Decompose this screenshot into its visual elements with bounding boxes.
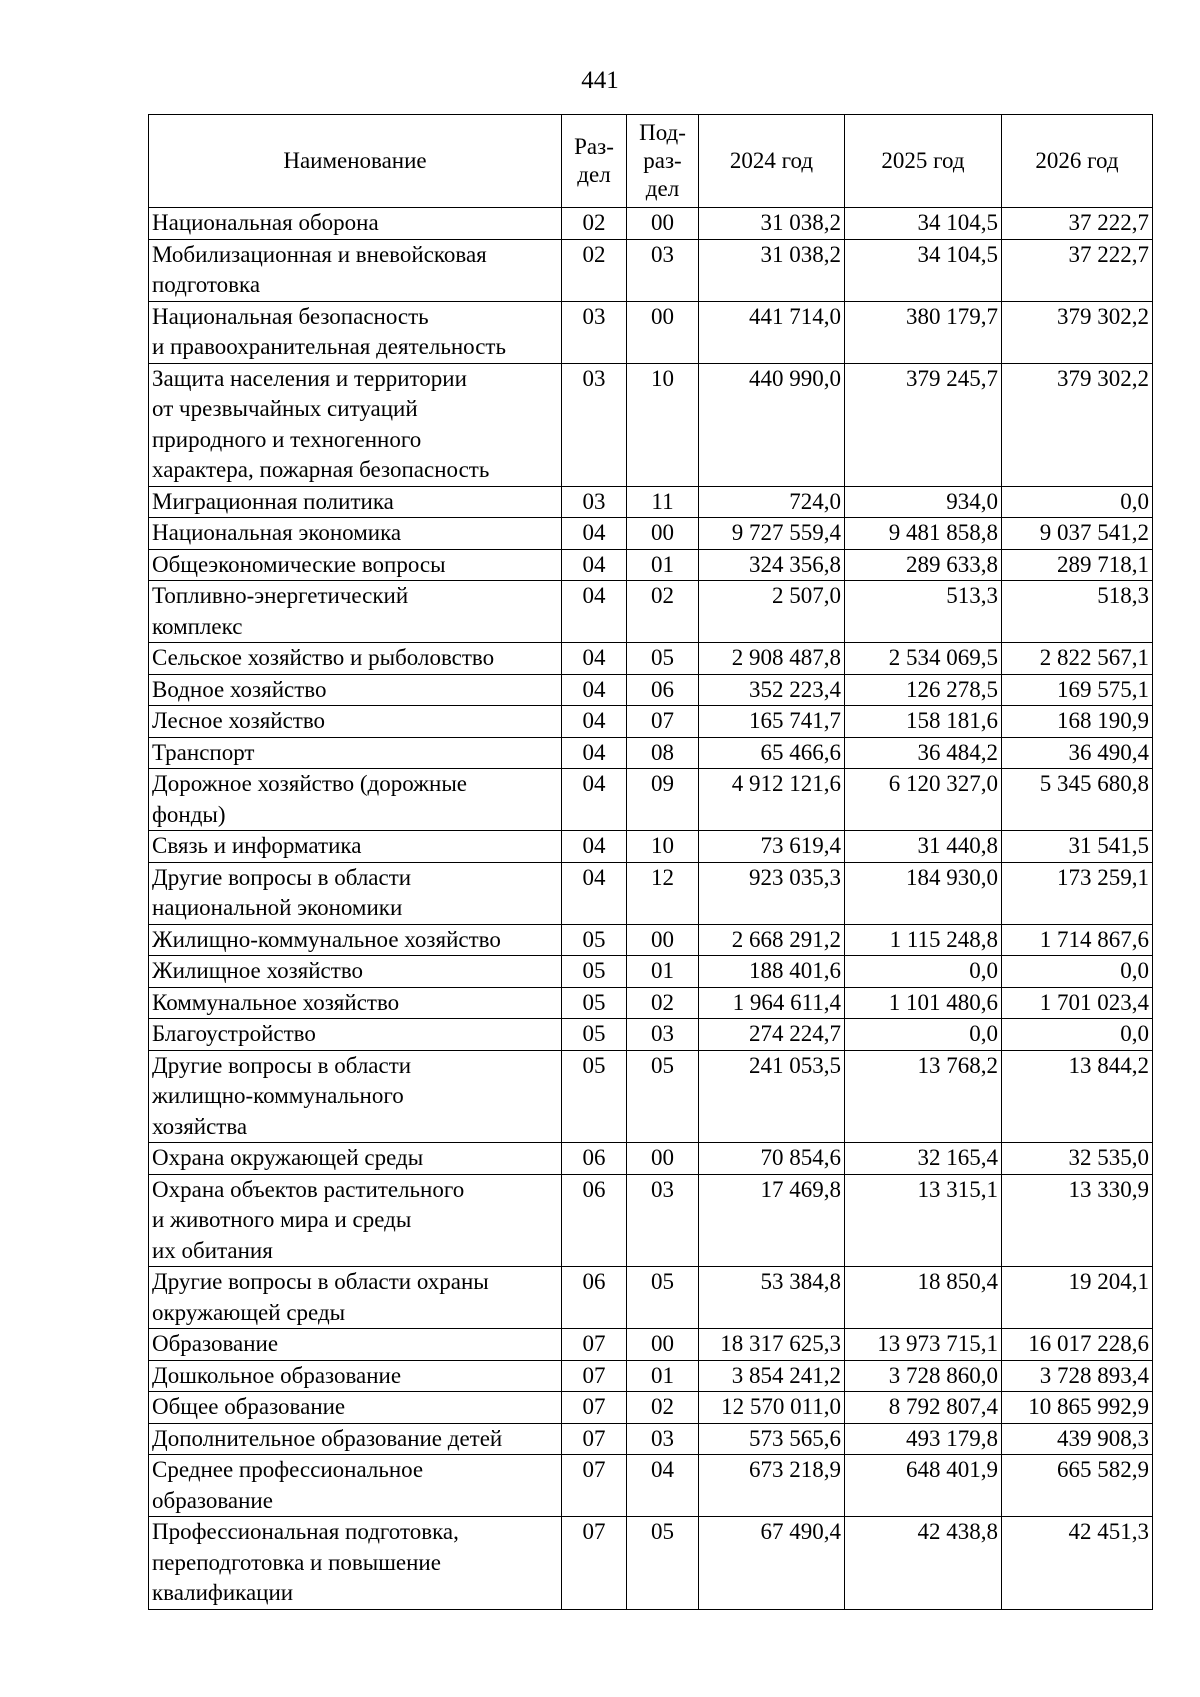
row-section: 07 xyxy=(562,1517,627,1610)
row-name-line: квалификации xyxy=(152,1580,294,1605)
row-value-2026: 37 222,7 xyxy=(1002,208,1153,240)
row-value-2024: 18 317 625,3 xyxy=(699,1329,845,1361)
row-name xyxy=(149,1050,562,1143)
row-section: 04 xyxy=(562,706,627,738)
table-row xyxy=(149,1267,1153,1329)
row-value-2025: 289 633,8 xyxy=(845,549,1002,581)
row-value-2024: 4 912 121,6 xyxy=(699,769,845,831)
table-row xyxy=(149,1174,1153,1267)
table-row xyxy=(149,1329,1153,1361)
header-subsection-line: раз- xyxy=(643,148,682,173)
row-value-2025: 36 484,2 xyxy=(845,737,1002,769)
row-name xyxy=(149,1019,562,1051)
row-name xyxy=(149,1267,562,1329)
row-name-line: Дорожное хозяйство (дорожные xyxy=(152,771,468,796)
row-value-2026: 665 582,9 xyxy=(1002,1455,1153,1517)
row-value-2026: 1 701 023,4 xyxy=(1002,987,1153,1019)
row-name-line: Топливно-энергетический xyxy=(152,583,409,608)
row-name xyxy=(149,956,562,988)
row-section: 07 xyxy=(562,1423,627,1455)
row-value-2026: 16 017 228,6 xyxy=(1002,1329,1153,1361)
row-value-2026: 3 728 893,4 xyxy=(1002,1360,1153,1392)
row-section: 07 xyxy=(562,1360,627,1392)
row-name-line: Защита населения и территории xyxy=(152,365,467,391)
row-value-2026: 379 302,2 xyxy=(1002,363,1153,486)
table-row xyxy=(149,831,1153,863)
row-name xyxy=(149,1329,562,1361)
row-value-2025: 34 104,5 xyxy=(845,239,1002,301)
row-value-2025: 379 245,7 xyxy=(845,363,1002,486)
row-name-line: Благоустройство xyxy=(152,1021,316,1046)
row-value-2025: 184 930,0 xyxy=(845,862,1002,924)
row-name-line: характера, пожарная безопасность xyxy=(152,457,490,482)
row-value-2024: 441 714,0 xyxy=(699,301,845,363)
row-subsection: 11 xyxy=(627,486,699,518)
row-name xyxy=(149,208,562,240)
row-value-2025: 1 115 248,8 xyxy=(845,924,1002,956)
row-subsection: 06 xyxy=(627,674,699,706)
row-value-2026: 1 714 867,6 xyxy=(1002,924,1153,956)
row-name xyxy=(149,987,562,1019)
row-value-2025: 1 101 480,6 xyxy=(845,987,1002,1019)
row-subsection: 02 xyxy=(627,581,699,643)
row-value-2026: 379 302,2 xyxy=(1002,301,1153,363)
row-section: 04 xyxy=(562,549,627,581)
row-name-line: Национальная экономика xyxy=(152,520,402,545)
row-subsection: 00 xyxy=(627,1329,699,1361)
row-name xyxy=(149,706,562,738)
row-value-2025: 13 973 715,1 xyxy=(845,1329,1002,1361)
table-row xyxy=(149,1143,1153,1175)
row-value-2025: 648 401,9 xyxy=(845,1455,1002,1517)
row-value-2026: 37 222,7 xyxy=(1002,239,1153,301)
row-value-2024: 31 038,2 xyxy=(699,239,845,301)
row-value-2025: 513,3 xyxy=(845,581,1002,643)
row-section: 06 xyxy=(562,1143,627,1175)
row-name-line: Национальная безопасность xyxy=(152,303,429,329)
row-value-2025: 158 181,6 xyxy=(845,706,1002,738)
row-name-line: Охрана окружающей среды xyxy=(152,1145,424,1170)
row-section: 05 xyxy=(562,1019,627,1051)
row-name-line: фонды) xyxy=(152,801,226,827)
row-name xyxy=(149,1423,562,1455)
row-value-2026: 0,0 xyxy=(1002,956,1153,988)
row-value-2024: 2 668 291,2 xyxy=(699,924,845,956)
table-row xyxy=(149,987,1153,1019)
row-name-line: Сельское хозяйство и рыболовство xyxy=(152,645,495,670)
row-value-2025: 18 850,4 xyxy=(845,1267,1002,1329)
row-value-2026: 2 822 567,1 xyxy=(1002,643,1153,675)
row-value-2026: 168 190,9 xyxy=(1002,706,1153,738)
table-row xyxy=(149,1455,1153,1517)
row-value-2026: 13 844,2 xyxy=(1002,1050,1153,1143)
row-section: 04 xyxy=(562,831,627,863)
row-section: 05 xyxy=(562,956,627,988)
row-name-line: Образование xyxy=(152,1331,279,1356)
row-value-2025: 3 728 860,0 xyxy=(845,1360,1002,1392)
row-name xyxy=(149,924,562,956)
row-subsection: 00 xyxy=(627,518,699,550)
row-name-line: подготовка xyxy=(152,272,261,297)
row-value-2024: 352 223,4 xyxy=(699,674,845,706)
header-name: Наименование xyxy=(149,115,562,208)
row-name-line: образование xyxy=(152,1487,273,1513)
row-section: 05 xyxy=(562,987,627,1019)
row-name xyxy=(149,769,562,831)
table-row xyxy=(149,769,1153,831)
row-value-2024: 923 035,3 xyxy=(699,862,845,924)
row-value-2024: 12 570 011,0 xyxy=(699,1392,845,1424)
header-2024: 2024 год xyxy=(699,115,845,208)
row-value-2025: 32 165,4 xyxy=(845,1143,1002,1175)
row-section: 06 xyxy=(562,1174,627,1267)
row-name-line: Связь и информатика xyxy=(152,833,362,858)
row-subsection: 05 xyxy=(627,1267,699,1329)
row-name xyxy=(149,1143,562,1175)
row-name-line: Коммунальное хозяйство xyxy=(152,989,400,1015)
row-subsection: 03 xyxy=(627,1174,699,1267)
row-section: 04 xyxy=(562,769,627,831)
table-row xyxy=(149,706,1153,738)
row-value-2026: 173 259,1 xyxy=(1002,862,1153,924)
row-value-2026: 10 865 992,9 xyxy=(1002,1392,1153,1424)
row-value-2024: 724,0 xyxy=(699,486,845,518)
row-section: 05 xyxy=(562,1050,627,1143)
row-value-2024: 1 964 611,4 xyxy=(699,987,845,1019)
row-value-2024: 165 741,7 xyxy=(699,706,845,738)
row-value-2025: 31 440,8 xyxy=(845,831,1002,863)
row-name xyxy=(149,831,562,863)
row-name-line: Жилищное хозяйство xyxy=(152,958,364,983)
row-value-2025: 934,0 xyxy=(845,486,1002,518)
row-name xyxy=(149,737,562,769)
row-value-2026: 36 490,4 xyxy=(1002,737,1153,769)
page-number: 441 xyxy=(581,67,619,94)
table-row xyxy=(149,1517,1153,1610)
table-body xyxy=(149,208,1153,1610)
row-section: 03 xyxy=(562,363,627,486)
table-row xyxy=(149,363,1153,486)
row-subsection: 00 xyxy=(627,208,699,240)
row-subsection: 08 xyxy=(627,737,699,769)
row-name xyxy=(149,549,562,581)
row-name-line: Профессиональная подготовка, xyxy=(152,1519,459,1544)
row-value-2026: 289 718,1 xyxy=(1002,549,1153,581)
row-name xyxy=(149,1517,562,1610)
table-row xyxy=(149,1360,1153,1392)
row-name xyxy=(149,643,562,675)
row-subsection: 09 xyxy=(627,769,699,831)
header-section-line: дел xyxy=(577,162,611,187)
row-value-2025: 380 179,7 xyxy=(845,301,1002,363)
row-name-line: Другие вопросы в области xyxy=(152,1052,412,1078)
row-name-line: Общеэкономические вопросы xyxy=(152,551,446,577)
table-row xyxy=(149,737,1153,769)
row-subsection: 01 xyxy=(627,549,699,581)
row-name-line: хозяйства xyxy=(152,1113,248,1139)
row-value-2026: 0,0 xyxy=(1002,1019,1153,1051)
row-value-2025: 126 278,5 xyxy=(845,674,1002,706)
row-value-2025: 42 438,8 xyxy=(845,1517,1002,1610)
table-row xyxy=(149,674,1153,706)
row-value-2024: 2 507,0 xyxy=(699,581,845,643)
row-name-line: Водное хозяйство xyxy=(152,676,327,702)
row-name-line: и правоохранительная деятельность xyxy=(152,334,506,359)
row-name-line: окружающей среды xyxy=(152,1299,346,1325)
row-subsection: 02 xyxy=(627,1392,699,1424)
row-name-line: переподготовка и повышение xyxy=(152,1549,441,1575)
row-value-2025: 8 792 807,4 xyxy=(845,1392,1002,1424)
table-row xyxy=(149,643,1153,675)
table-row xyxy=(149,239,1153,301)
row-name-line: Национальная оборона xyxy=(152,210,379,235)
table-row xyxy=(149,1050,1153,1143)
row-subsection: 10 xyxy=(627,363,699,486)
row-name xyxy=(149,862,562,924)
header-section xyxy=(562,115,627,208)
row-section: 03 xyxy=(562,486,627,518)
row-section: 04 xyxy=(562,674,627,706)
table-row xyxy=(149,518,1153,550)
row-name xyxy=(149,239,562,301)
row-value-2026: 31 541,5 xyxy=(1002,831,1153,863)
header-subsection xyxy=(627,115,699,208)
row-name-line: Лесное хозяйство xyxy=(152,708,326,733)
row-subsection: 05 xyxy=(627,1517,699,1610)
row-name-line: Другие вопросы в области охраны xyxy=(152,1269,489,1294)
row-subsection: 00 xyxy=(627,924,699,956)
row-name xyxy=(149,581,562,643)
row-value-2024: 3 854 241,2 xyxy=(699,1360,845,1392)
row-value-2026: 9 037 541,2 xyxy=(1002,518,1153,550)
row-value-2025: 493 179,8 xyxy=(845,1423,1002,1455)
row-name-line: национальной экономики xyxy=(152,895,403,920)
table-row xyxy=(149,208,1153,240)
row-name-line: Другие вопросы в области xyxy=(152,864,412,890)
row-value-2026: 13 330,9 xyxy=(1002,1174,1153,1267)
row-subsection: 03 xyxy=(627,1423,699,1455)
row-value-2024: 70 854,6 xyxy=(699,1143,845,1175)
row-section: 02 xyxy=(562,208,627,240)
row-value-2024: 324 356,8 xyxy=(699,549,845,581)
row-name-line: комплекс xyxy=(152,613,243,639)
row-value-2024: 17 469,8 xyxy=(699,1174,845,1267)
row-value-2025: 0,0 xyxy=(845,1019,1002,1051)
row-name-line: Дошкольное образование xyxy=(152,1362,402,1388)
table-row xyxy=(149,301,1153,363)
row-value-2024: 9 727 559,4 xyxy=(699,518,845,550)
row-value-2026: 169 575,1 xyxy=(1002,674,1153,706)
row-value-2025: 0,0 xyxy=(845,956,1002,988)
row-section: 04 xyxy=(562,737,627,769)
row-name xyxy=(149,674,562,706)
row-name-line: Общее образование xyxy=(152,1394,346,1419)
row-subsection: 12 xyxy=(627,862,699,924)
row-section: 04 xyxy=(562,643,627,675)
row-name-line: их обитания xyxy=(152,1237,273,1263)
row-subsection: 00 xyxy=(627,301,699,363)
row-value-2026: 42 451,3 xyxy=(1002,1517,1153,1610)
row-value-2025: 13 315,1 xyxy=(845,1174,1002,1267)
row-name-line: Миграционная политика xyxy=(152,488,394,514)
row-value-2026: 5 345 680,8 xyxy=(1002,769,1153,831)
row-name xyxy=(149,1174,562,1267)
row-value-2026: 518,3 xyxy=(1002,581,1153,643)
row-section: 04 xyxy=(562,862,627,924)
header-section-line: Раз- xyxy=(574,134,614,159)
row-section: 07 xyxy=(562,1455,627,1517)
row-value-2025: 13 768,2 xyxy=(845,1050,1002,1143)
table-row xyxy=(149,862,1153,924)
table-row xyxy=(149,486,1153,518)
table-row xyxy=(149,1019,1153,1051)
row-value-2025: 6 120 327,0 xyxy=(845,769,1002,831)
row-value-2024: 673 218,9 xyxy=(699,1455,845,1517)
table-row xyxy=(149,924,1153,956)
row-subsection: 00 xyxy=(627,1143,699,1175)
row-name xyxy=(149,486,562,518)
header-subsection-line: Под- xyxy=(639,120,686,145)
row-value-2025: 34 104,5 xyxy=(845,208,1002,240)
row-section: 03 xyxy=(562,301,627,363)
row-name xyxy=(149,518,562,550)
row-name-line: жилищно-коммунального xyxy=(152,1083,404,1108)
row-name xyxy=(149,301,562,363)
row-subsection: 03 xyxy=(627,239,699,301)
row-subsection: 05 xyxy=(627,1050,699,1143)
row-section: 02 xyxy=(562,239,627,301)
table-row xyxy=(149,549,1153,581)
table-row xyxy=(149,581,1153,643)
row-name xyxy=(149,1392,562,1424)
row-value-2024: 573 565,6 xyxy=(699,1423,845,1455)
row-name-line: Среднее профессиональное xyxy=(152,1457,424,1482)
row-name xyxy=(149,363,562,486)
table-row xyxy=(149,1423,1153,1455)
row-value-2026: 32 535,0 xyxy=(1002,1143,1153,1175)
row-name xyxy=(149,1455,562,1517)
row-section: 04 xyxy=(562,581,627,643)
table-row xyxy=(149,956,1153,988)
row-subsection: 01 xyxy=(627,956,699,988)
row-section: 07 xyxy=(562,1329,627,1361)
row-subsection: 07 xyxy=(627,706,699,738)
row-section: 07 xyxy=(562,1392,627,1424)
row-value-2025: 2 534 069,5 xyxy=(845,643,1002,675)
header-subsection-line: дел xyxy=(645,176,680,201)
row-name-line: и животного мира и среды xyxy=(152,1207,412,1232)
header-2026: 2026 год xyxy=(1002,115,1153,208)
row-value-2024: 440 990,0 xyxy=(699,363,845,486)
row-value-2024: 188 401,6 xyxy=(699,956,845,988)
table-row xyxy=(149,1392,1153,1424)
row-value-2024: 73 619,4 xyxy=(699,831,845,863)
row-name-line: Охрана объектов растительного xyxy=(152,1176,465,1202)
row-name-line: Жилищно-коммунальное хозяйство xyxy=(152,926,501,952)
row-subsection: 05 xyxy=(627,643,699,675)
row-section: 06 xyxy=(562,1267,627,1329)
row-subsection: 02 xyxy=(627,987,699,1019)
row-name-line: Транспорт xyxy=(152,739,255,765)
header-2025: 2025 год xyxy=(845,115,1002,208)
row-value-2024: 2 908 487,8 xyxy=(699,643,845,675)
table-header xyxy=(149,115,1153,208)
row-name-line: Мобилизационная и вневойсковая xyxy=(152,241,487,267)
row-value-2024: 53 384,8 xyxy=(699,1267,845,1329)
row-subsection: 10 xyxy=(627,831,699,863)
row-name-line: Дополнительное образование детей xyxy=(152,1425,503,1451)
row-value-2024: 65 466,6 xyxy=(699,737,845,769)
row-value-2024: 31 038,2 xyxy=(699,208,845,240)
row-value-2024: 67 490,4 xyxy=(699,1517,845,1610)
budget-table xyxy=(148,114,1153,1610)
row-value-2026: 0,0 xyxy=(1002,486,1153,518)
row-name-line: природного и техногенного xyxy=(152,426,422,452)
row-value-2026: 19 204,1 xyxy=(1002,1267,1153,1329)
row-subsection: 01 xyxy=(627,1360,699,1392)
row-value-2026: 439 908,3 xyxy=(1002,1423,1153,1455)
row-value-2024: 241 053,5 xyxy=(699,1050,845,1143)
row-value-2025: 9 481 858,8 xyxy=(845,518,1002,550)
row-value-2024: 274 224,7 xyxy=(699,1019,845,1051)
row-subsection: 04 xyxy=(627,1455,699,1517)
row-name-line: от чрезвычайных ситуаций xyxy=(152,396,418,421)
row-section: 05 xyxy=(562,924,627,956)
row-subsection: 03 xyxy=(627,1019,699,1051)
row-name xyxy=(149,1360,562,1392)
row-section: 04 xyxy=(562,518,627,550)
